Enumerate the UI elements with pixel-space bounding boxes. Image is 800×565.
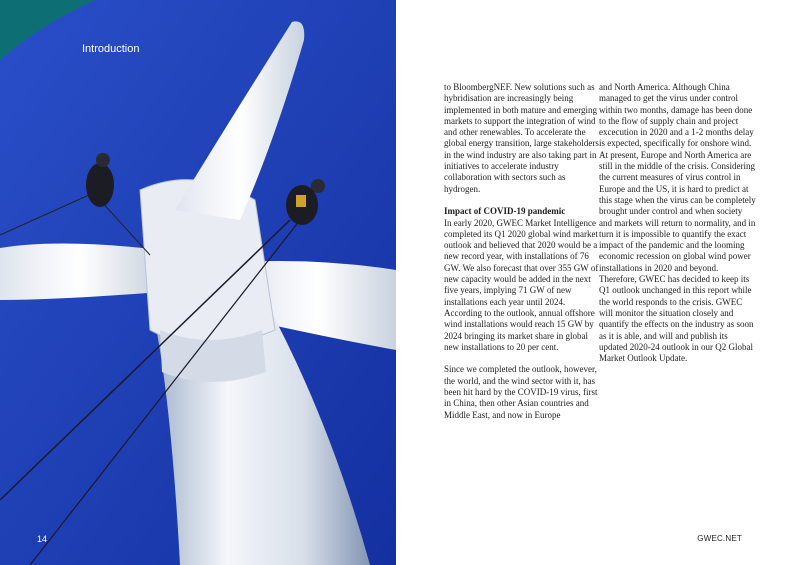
page-number: 14 bbox=[37, 534, 48, 544]
section-title: Introduction bbox=[82, 43, 140, 55]
website-footer: GWEC.NET bbox=[697, 534, 742, 543]
paragraph: In early 2020, GWEC Market Intelligence completed its Q1 2020 global wind market outlook and believed that 2020 would be a new record year, with installations of 76 GW. We also forecast that over 355 GW of new capacity would be added in the next five years, implying 71 GW of new installations each year until 2024. According to the outlook, annual offshore wind installations would reach 15 GW by 2024 bringing its market share in global new installations to 20 per cent. bbox=[444, 217, 599, 352]
wind-turbine-photo bbox=[0, 0, 396, 565]
paragraph: to BloombergNEF. New solutions such as hybridisation are increasingly being implemented in both mature and emerging markets to support the integration of wind and other renewables. To accelerate the global energy transition, large stakeholders in the wind industry are also taking part in initiatives to accelerate industry collaboration with sectors such as hydrogen. bbox=[444, 82, 599, 194]
paragraph: and North America. Although China managed to get the virus under control within two months, damage has been done to the flow of supply chain and project excecution in 2020 and a 1-2 months delay is expected, specifically for onshore wind. At present, Europe and North America are still in the middle of the crisis. Considering the current measures of virus control in Europe and the US, it is hard to predict at this stage when the virus can be completely brought under control and when society and markets will return to normality, and in turn it is impossible to quantify the exact impact of the pandemic and the looming economic recession on global wind power installations in 2020 and beyond. Therefore, GWEC has decided to keep its Q1 outlook unchanged in this report while the world responds to the crisis. GWEC will monitor the situation closely and quantify the effects on the industry as soon as it is able, and will and publish its updated 2020-24 outlook in our Q2 Global Market Outlook Update. bbox=[599, 82, 756, 364]
left-blade bbox=[0, 243, 160, 300]
text-column-left bbox=[444, 82, 599, 432]
text-column-right bbox=[599, 82, 757, 376]
paragraph: Since we completed the outlook, however, the world, and the wind sector with it, has been hit hard by the COVID-19 virus, first in China, then other Asian countries and Middle East, and now in Europe bbox=[444, 364, 598, 420]
subheading: Impact of COVID-19 pandemic bbox=[444, 206, 566, 217]
